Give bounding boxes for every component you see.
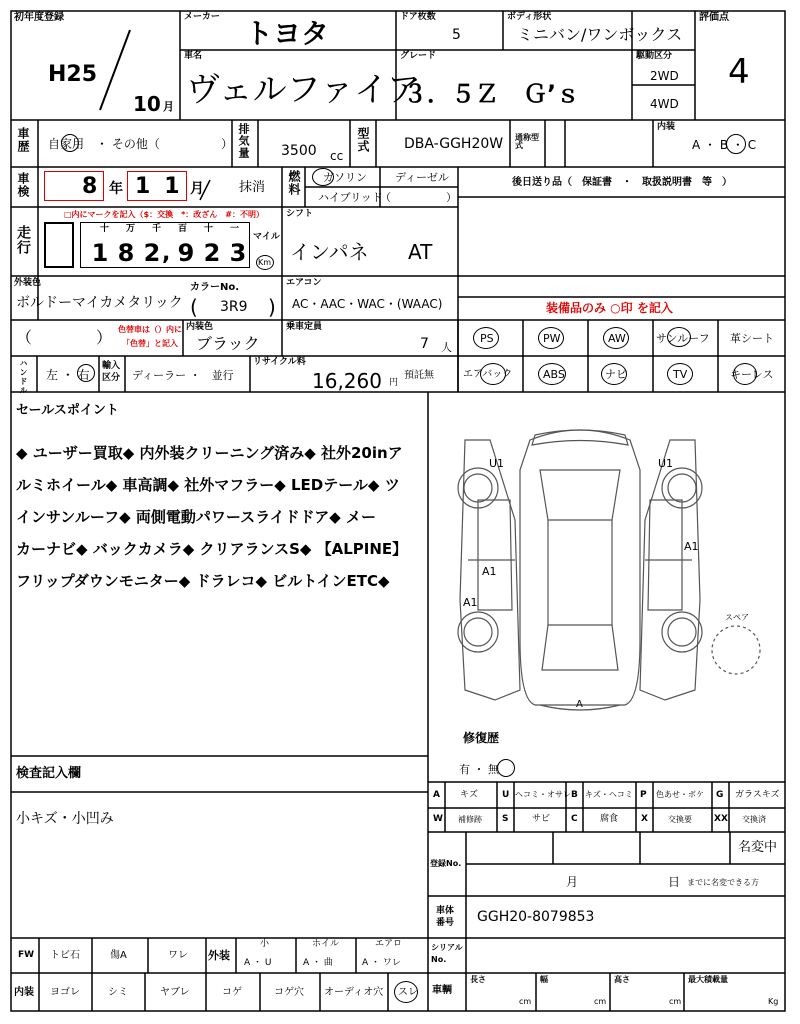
spare-label: スペア [725,613,749,622]
capacity-value: 7 [420,336,429,352]
first-reg-month: 10 [133,92,161,116]
drive-4wd: 4WD [650,97,679,111]
legend-text-a: キズ [460,790,478,800]
erased-label: 抹消 [239,180,266,195]
equip-tv: TV [673,368,688,381]
docs-title: 後日送り品（ 保証書 ・ 取扱説明書 等 ） [512,177,732,188]
legend-code-s: S [502,814,509,824]
height-unit: cm [669,997,682,1006]
int-color-value: ブラック [196,334,260,353]
cc-unit: cc [330,149,344,163]
mark-a1-rear: A1 [463,596,478,609]
equip-pw-circle [538,327,564,349]
model-label: 型式 [356,127,370,153]
history-close: ） [221,137,234,151]
color-no-value: 3R9 [220,299,248,315]
int-item-6: オーディオ穴 [324,987,384,998]
first-reg-era: H25 [48,62,98,87]
sales-line-3: インサンルーフ◆ 両側電動パワースライドドア◆ メー [16,508,376,526]
equipment-title: 装備品のみ ○印 を記入 [546,301,673,315]
unit-1: 万 [126,224,136,234]
capacity-label: 乗車定員 [286,322,323,332]
wheel-label: ホイル [312,939,340,949]
maker-label: メーカー [184,12,220,22]
import-label: 輸入区分 [102,361,121,383]
int-label: 内装 [14,987,34,998]
insp-month-unit: 月 [190,181,204,197]
legend-text-c: 腐食 [600,814,619,824]
digit-5: 3 [229,239,247,267]
legend-text-u: ヘコミ・オサレ [515,790,571,799]
doors-value: 5 [452,27,461,43]
int-item-5: コゲ穴 [274,987,304,998]
aircon-label: エアコン [286,278,322,288]
equip-keyless-circle [733,363,757,385]
fuel-selected-circle [312,168,334,186]
mileage-comma: , [162,241,171,266]
equip-tv-circle [667,363,693,385]
first-reg-label: 初年度登録 [14,12,64,23]
legend-text-w: 補修跡 [458,815,482,824]
shift-type: AT [408,240,433,264]
digit-4: 2 [203,239,221,267]
ext-color-value: ボルドーマイカメタリック [16,295,183,311]
equip-navi: ナビ [605,368,627,381]
drive-2wd: 2WD [650,69,679,83]
int-item-4: コゲ [222,987,242,998]
sales-line-1: ◆ ユーザー買取◆ 内外装クリーニング済み◆ 社外20inア [16,444,403,462]
legend-text-g: ガラスキズ [735,790,780,800]
digit-2: 2 [143,239,161,267]
unit-4: 十 [204,224,214,234]
repair-value: 有 ・ 無 [459,763,499,776]
legend-text-x: 交換要 [668,815,692,824]
equip-aw-circle [603,327,629,349]
unit-5: 一 [230,224,240,234]
reg-no-label: 登録No. [430,859,462,868]
legend-code-b: B [571,790,578,800]
equip-sunroof: サンルーフ [656,332,710,345]
recycle-value: 16,260 [312,369,382,393]
grade-label: グレード [400,51,437,61]
handle-right-circle [77,364,95,382]
equip-ps: PS [480,332,494,345]
import-value: ディーラー ・ 並行 [132,369,234,382]
inspection-label: 車検 [16,172,30,198]
legend-text-p: 色あせ・ボケ [656,790,704,799]
legend-code-a: A [433,790,440,800]
equip-airbag: エアバック [463,369,513,380]
legend-text-xx: 交換済 [742,815,766,824]
equip-keyless: キーレス [730,368,774,381]
handle-label: ハンドル [19,359,28,395]
inspection-note: 小キズ・小凹み [16,811,114,827]
digit-3: 9 [177,239,195,267]
height-label: 高さ [614,975,630,984]
color-no-paren-open: ( [190,295,198,319]
digit-0: 1 [91,239,109,267]
interior-label: 内装 [657,122,676,132]
sales-line-2: ルミホイール◆ 車高調◆ 社外マフラー◆ LEDテール◆ ツ [16,476,400,494]
fw-item-3: ワレ [168,950,188,961]
legend-code-c: C [571,814,578,824]
shift-label: シフト [286,209,314,219]
score-label: 評価点 [699,12,729,23]
equip-leather: 革シート [730,332,774,345]
sales-line-4: カーナビ◆ バックカメラ◆ クリアランスS◆ 【ALPINE】 [16,540,408,558]
common-model-label: 通称型式 [515,133,539,150]
capacity-unit: 人 [441,341,452,354]
selected-mark-circle [61,134,79,152]
color-change-note1: 色替車は（）内に [118,325,182,334]
month-unit: 月 [163,100,174,113]
legend-code-g: G [716,790,724,800]
year-unit: 年 [109,181,123,197]
sales-points-body [16,437,421,597]
equip-ps-circle [473,327,499,349]
int-item-2: シミ [108,987,128,998]
car-name-value: ヴェルファイア [186,70,421,110]
mileage-mark-box [44,222,74,268]
equip-abs-circle [538,363,566,385]
sales-points-title: セールスポイント [16,403,119,418]
fw-item-1: トビ石 [50,950,80,961]
color-no-paren-close: ) [268,295,276,319]
score-value: 4 [728,52,750,92]
legend-code-x: X [641,814,648,824]
legend-text-s: サビ [532,814,551,824]
length-unit: cm [519,997,532,1006]
int-item-7-circle [394,981,418,1003]
insp-month: 11 [135,174,194,199]
model-value: DBA-GGH20W [404,136,504,152]
equip-abs: ABS [543,368,565,381]
legend-code-w: W [433,814,443,824]
interior-b-circle [726,134,746,154]
inspection-title: 検査記入欄 [16,766,82,781]
repair-none-circle [497,759,515,777]
fuel-other: （ ） [380,191,457,204]
mileage-label: 走行 [15,225,31,255]
width-unit: cm [594,997,607,1006]
mark-a-bumper: A [576,699,583,710]
fuel-diesel: ディーゼル [395,171,449,184]
reg-deadline: までに名変できる方 [687,878,759,887]
legend-code-p: P [640,790,647,800]
handle-value: 左 ・ 右 [46,368,90,382]
mark-a1-left: A1 [482,565,497,578]
reg-day: 日 [668,875,681,889]
color-change-note2: 「色替」と記入 [122,339,178,348]
int-item-3: ヤブレ [160,987,190,998]
wheel-values: A ・ 曲 [303,958,333,968]
int-item-1: ヨゴレ [50,987,80,998]
mileage-note: □内にマークを記入（$：交換 *：改ざん #：不明） [64,210,265,219]
legend-text-b: キズ・ヘコミ [585,790,633,799]
history-label: 車歴 [16,127,30,153]
chassis-value: GGH20-8079853 [477,909,595,925]
history-value: 自家用 ・ その他（ [48,137,160,151]
size-label: 車輌 [432,985,452,996]
unit-3: 百 [178,224,188,234]
shift-position: インパネ [290,240,369,264]
doors-label: ドア枚数 [400,12,436,22]
grade-value: ３．５Ｚ Ｇ’ｓ [403,80,581,108]
sales-line-5: フリップダウンモニター◆ ドラレコ◆ ビルトインETC◆ [16,572,390,590]
fuel-gasoline: ガソリン [323,171,367,184]
color-change-paren: （ ） [16,328,113,347]
reg-month: 月 [566,875,579,889]
equip-aw: AW [608,332,626,345]
small-label: 小 [260,939,270,949]
int-item-7: スレ [398,987,418,998]
mile-label: マイル [253,232,280,242]
equip-sunroof-circle [667,327,691,347]
yen-unit: 円 [389,378,399,388]
insp-year: 8 [82,174,98,199]
repair-label: 修復歴 [463,731,500,745]
aero-label: エアロ [375,939,403,949]
unit-0: 十 [100,224,110,234]
aero-values: A ・ ワレ [362,958,401,968]
digit-1: 8 [117,239,135,267]
name-change: 名変中 [738,840,778,855]
body-type-label: ボディ形状 [507,12,552,22]
displacement-value: 3500 [281,143,317,159]
mark-u1-left: U1 [489,457,505,470]
legend-code-u: U [502,790,510,800]
mark-u1-right: U1 [658,457,674,470]
ext-color-label: 外装色 [14,278,42,288]
body-type-value: ミニバン/ワンボックス [517,25,683,44]
load-unit: Kg [768,997,779,1006]
displacement-label: 排気量 [237,123,250,159]
aircon-options: AC・AAC・WAC・(WAAC) [292,297,443,311]
int-color-label: 内装色 [186,322,214,332]
length-label: 長さ [470,975,486,984]
fuel-hybrid: ハイブリッド [318,191,383,204]
recycle-label: リサイクル料 [253,357,306,367]
equip-airbag-circle [480,363,506,385]
fuel-label: 燃料 [287,170,301,196]
mark-a1-right: A1 [684,540,699,553]
ext-label: 外装 [208,949,230,962]
fw-label: FW [18,950,35,960]
load-label: 最大積載量 [688,975,728,984]
km-label: Km [258,258,272,267]
equip-navi-circle [601,363,627,385]
chassis-label: 車体番号 [436,906,455,928]
equip-pw: PW [543,332,561,345]
km-selected-circle [256,255,274,270]
small-values: A ・ U [244,958,272,968]
unit-2: 千 [152,224,162,234]
serial-label: シリアルNo. [431,943,463,964]
drive-label: 駆動区分 [636,51,673,61]
deposit-label: 預託無 [404,370,434,381]
width-label: 幅 [540,975,548,984]
fw-item-2: 傷A [110,950,127,961]
color-no-label: カラーNo. [190,282,240,293]
interior-grades: A ・ B ・ C [692,138,757,152]
legend-code-xx: XX [714,814,728,824]
car-name-label: 車名 [184,51,203,61]
maker-value: トヨタ [245,17,330,50]
